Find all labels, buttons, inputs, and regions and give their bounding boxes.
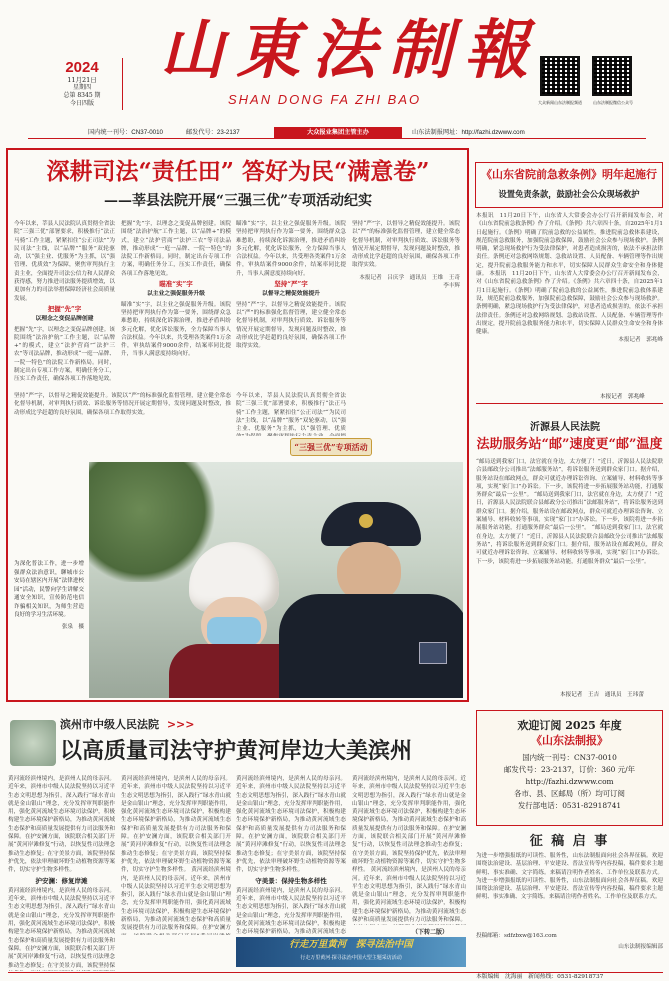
bottom-headline: 以高质量司法守护黄河岸边大美滨州 [60,738,413,764]
banner-sub: 行走万里黄河·探寻法治中国大型主题采访活动 [300,955,402,961]
lead-column-1 [14,220,115,390]
right-mid-reporter: 本报记者 王吉 通讯员 王玮蕾 [560,692,644,698]
bottom-kicker [60,718,195,732]
lead-subhead: 瞄准“实”字 [159,280,193,289]
call-for-papers [476,832,663,972]
lead-column-3 [236,220,346,390]
lead-subhead: 以理念之变促品牌创建 [35,316,94,323]
bottom-photo-placeholder [10,720,56,766]
bottom-column-4 [352,775,466,925]
notice-title: 征 稿 启 事 [529,834,610,849]
photo-caption-text: 为深化普法工作，进一步增强群众法治意识，聊城市公安局在辖区内开展“法律进校园”活动，民警向学生讲解交通安全知识，宣传防范电信诈骗相关知识，为师生营造良好的学习生活环境。 [14,561,84,618]
bottom-paragraph: 黄河流经滨州境内，是滨州人民的母亲河。近年来，滨州市中级人民法院坚持以习近平生态文明思想为指引，深入践行“绿水青山就是金山银山”理念，充分发挥审判职能作用，强化黄河流域生态环境司法保护，积极构建生态环境保护新格局，为推动黄河流域生态保护和高质量发展提供有力司法服务和保障。在护安澜方面，该院联合相关部门开展“黄河岸滩修复”行动，以恢复性司法理念推动生态修复；在守美景方面，该院坚持保护优先，依法审理破坏野生动植物资源等案件，切实守护生物多样性。 [8,776,115,874]
photo-credit: 张泉 摄 [61,623,84,630]
lead-paragraph: 把握“先”字，以理念之变促品牌创建。该院围绕“法治护航”工作主题，以“品牌+”的模式，建立“法护营商”“法护三农”等司法品牌，推动形成“一庭一品牌、一院一特色”的法院工作新格局。同时，制定出台专项工作方案，明确任务分工，压实工作责任，确保各项工作落地见效。 [121,221,231,277]
masthead [0,0,669,124]
postal-code: 邮发代号：23-2137 [186,129,240,136]
qr-caption-wechat: 山东法制报微信公众号 [593,100,633,105]
lead-column-4 [352,220,460,436]
ad-line-1: 欢迎订阅 2025 年度 [517,719,622,732]
right-mid-paragraph: “邮局送到我家门口，法官就在身边，太方便了！”近日，沂源县人民法院联合县邮政分公司推出“法邮服务站”，将诉讼服务送到群众家门口。据介绍，服务站设在邮政网点，群众可就近办理诉讼咨询、立案辅导、材料收转等事项，实现“家门口”办诉讼。下一步，该院将进一步拓展服务站功能，打通服务群众“最后一公里”。 [476,525,663,565]
issue-total: 总第 8345 期 [63,92,101,99]
lead-paragraph: 瞄准“实”字，以主业之强促服务升级。该院坚持把审判执行作为第一要务，围绕群众急难愁盼，持续深化诉源治理，推进矛盾纠纷多元化解，优化诉讼服务，全力保障当事人合法权益。今年以来，共受理各类案件1万余件，审执结案件9000余件，结案率同比提升，当事人满意度持续向好。 [121,301,231,358]
notice-sign: 山东法制报编辑部 [618,944,663,951]
qr-caption-news: 大众新闻山东法制报频道 [538,100,582,105]
right-top-subheadline: 设置免责条款，鼓励社会公众现场救护 [498,189,640,199]
footer-editor: 本版编辑 沈海丽 新闻热线：0531-82918737 [476,974,604,980]
group-banner: 大众报业集团主管主办 [274,127,402,138]
bottom-paragraph: 黄河流经滨州境内，是滨州人民的母亲河。近年来，滨州市中级人民法院坚持以习近平生态文明思想为指引，深入践行“绿水青山就是金山银山”理念，充分发挥审判职能作用，强化黄河流域生态环境司法保护，积极构建生态环境保护新格局，为推动黄河流域生态保护和高质量发展提供有力司法服务和保障。在护安澜方 [121,867,231,932]
website-url: 山东法制报网址：http://fazhi.dzwww.com [412,129,525,136]
unified-number: 国内统一刊号：CN37-0010 [88,129,163,136]
page-count: 今日四版 [69,100,94,107]
bottom-paragraph: 黄河流经滨州境内，是滨州人民的母亲河。近年来，滨州市中级人民法院坚持以习近平生态文明思想为指引，深入践行“绿水青山就是金山银山”理念，充分发挥审判职能作用，强化黄河流域生态环境司法保护，积极构建生态环境保护新格局，为推动黄河流域生态保护和高质量发展提供有力司法服务和保障。在护安澜方面，该院联合相关部门开展“黄河岸滩修复”行动，以恢复性司法理念推动生态修复；在守美景方面，该院坚持保护优先，依法审理破坏野生动植物资源等案件，切实守护生物多样性。 [352,776,466,874]
newspaper-title: 山東法制報 [160,13,540,88]
right-top-paragraph: 本报讯 11月20日下午，山东省人大常委会办公厅召开新闻发布会，对《山东省院前急救条例》作了介绍。《条例》共六章四十条，自2025年1月1日起施行。《条例》明确了院前急救的公益属性，推进院前急救体系建设，规范院前急救服务，加强院前急救保障，鼓励社会公众参与现场救护。条例明确，紧急现场救护行为受法律保护，对患者造成损害的，依法不承担法律责任。条例还对急救网络规划、急救站设置、人员配备、车辆管理等作出规定，提升院前急救服务能力和水平，切实保障人民群众生命安全和身体健康。 [476,271,663,336]
bottom-column-2 [121,775,231,935]
bottom-column-1 [8,775,115,971]
right-mid-headline: 沂源县人民法院 [530,422,600,433]
lead-subhead: 以督导之精促效能提升 [262,291,320,298]
right-mid-paragraph: “邮局送到我家门口，法官就在身边，太方便了！”近日，沂源县人民法院联合县邮政分公司推出“法邮服务站”，将诉讼服务送到群众家门口。据介绍，服务站设在邮政网点，群众可就近办理诉讼咨询、立案辅导、材料收转等事项，实现“家门口”办诉讼。下一步，该院将进一步拓展服务站功能，打通服务群众“最后一公里”。 [476,459,663,499]
bottom-kicker-text: 滨州市中级人民法院 [60,718,159,731]
lead-subhead: 以主业之强促服务升级 [147,291,205,298]
issue-info [42,60,122,108]
right-top-body [476,212,663,390]
yellow-river-banner [236,937,466,967]
special-campaign-banner [290,438,372,456]
bottom-paragraph: 黄河流经滨州境内，是滨州人民的母亲河。近年来，滨州市中级人民法院坚持以习近平生态文明思想为指引，深入践行“绿水青山就是金山银山”理念，充分发挥审判职能作用，强化黄河流域生态环境司法保护，积极构建生态环境保护新格局，为推动黄河流域生态保护和高质量发展提供有力司法服务和保障。 [352,867,466,924]
lead-column-2 [121,220,231,390]
bottom-column-3 [236,775,346,935]
lead-column-1-lower [14,392,231,436]
right-top-reporter: 本报记者 郭兆峰 [618,337,663,344]
date: 11月21日 [67,76,97,84]
lead-paragraph: 坚持“严”字，以督导之精促效能提升。该院以“严”的标准强化监督管理，建立健全常态化督导机制，对审判执行质效、诉讼服务等情况开展定期督导，发现问题及时整改，推动形成比学赶超的良好氛围，确保各项工作取得实效。 [352,221,460,269]
lead-column-3-lower [236,392,346,436]
bottom-subhead: 守美景：保持生物多样性 [255,876,327,885]
bottom-continued: （下转二版） [412,929,449,936]
subscription-ad [476,710,663,826]
lead-paragraph: 坚持“严”字，以督导之精促效能提升。该院以“严”的标准强化监督管理，建立健全常态化督导机制，对审判执行质效、诉讼服务等情况开展定期督导，发现问题及时整改，推动形成比学赶超的良好氛围，确保各项工作取得实效。 [236,301,346,350]
lead-photo [89,462,463,698]
ad-post: 邮发代号：23-2137，订价：360 元/年 [504,765,635,774]
chevrons-icon: >>> [166,718,195,731]
ad-phone: 发行部电话：0531-82918741 [517,801,622,810]
vertical-divider [122,58,123,110]
notice-paragraph: 为进一步增强报纸的可读性、服务性，山东法制报面向社会各界征稿。欢迎围绕法治建设、基层治理、平安建设、普法宣传等内容投稿，稿件要求主题鲜明、事实准确、文字简练。来稿请注明作者姓名、工作单位及联系方式。 [476,853,663,876]
lead-paragraph: 把握“先”字，以理念之变促品牌创建。该院围绕“法治护航”工作主题，以“品牌+”的模式，建立“法护营商”“法护三农”等司法品牌，推动形成“一庭一品牌、一院一特色”的法院工作新格局。同时，制定出台专项工作方案，明确任务分工，压实工作责任，确保各项工作落地见效。 [14,326,115,383]
banner-text: “三强三优”专项活动 [294,442,368,452]
ad-line-2: 《山东法制报》 [531,734,608,747]
lead-subhead: 坚持“严”字 [274,280,308,289]
right-top-paragraph: 本报讯 11月20日下午，山东省人大常委会办公厅召开新闻发布会，对《山东省院前急救条例》作了介绍。《条例》共六章四十条，自2025年1月1日起施行。《条例》明确了院前急救的公益属性，推进院前急救体系建设，规范院前急救服务，加强院前急救保障，鼓励社会公众参与现场救护。条例明确，紧急现场救护行为受法律保护，对患者造成损害的，依法不承担法律责任。条例还对急救网络规划、急救站设置、人员配备、车辆管理等作出规定，提升院前急救服务能力和水平，切实保障人民群众生命安全和身体健康。 [476,213,663,278]
lead-subheadline: ——莘县法院开展“三强三优”专项活动纪实 [103,193,373,209]
bottom-paragraph: 黄河流经滨州境内，是滨州人民的母亲河。近年来，滨州市中级人民法院坚持以习近平生态文明思想为指引，深入践行“绿水青山就是金山银山”理念，充分发挥审判职能作用，强化黄河流域生态环境司法保护，积极构建生态环境保护新格局，为推动黄河流域生态保护和高质量发展提供有力司法服务和保障。在护安澜方面，该院联合相关部门开展“黄河岸滩修复”行动，以恢复性司法理念推动生态修复；在守美景方面，该院坚持保 [8,887,115,969]
right-mid-paragraph: “邮局送到我家门口，法官就在身边，太方便了！”近日，沂源县人民法院联合县邮政分公司推出“法邮服务站”，将诉讼服务送到群众家门口。据介绍，服务站设在邮政网点，群众可就近办理诉讼咨询、立案辅导、材料收转等事项，实现“家门口”办诉讼。下一步，该院将进一步拓展服务站功能，打通服务群众“最后一公里”。 [476,492,663,532]
notice-body [476,852,663,932]
weekday: 星期四 [72,84,91,91]
right-top-headline: 《山东省院前急救条例》明年起施行 [481,168,657,181]
ad-cn: 国内统一刊号：CN37-0010 [522,753,617,762]
photo-officer-cap-badge [359,514,373,528]
ad-branches: 各市、县、区邮局（所）均可订阅 [514,789,625,798]
lead-reporters: 本报记者 吕庆学 通讯员 王维 王奇 李丰辉 [359,274,460,290]
lead-subhead: 把握“先”字 [47,304,82,313]
year: 2024 [65,59,99,76]
title-pinyin: SHAN DONG FA ZHI BAO [228,92,422,107]
qr-code-wechat [592,56,632,96]
ad-web: http://fazhi.dzwww.com [525,777,614,786]
right-divider [476,403,663,404]
photo-caption [14,560,84,680]
photo-officer-face [337,542,401,602]
lead-headline: 深耕司法“责任田” 答好为民“满意卷” [46,158,430,185]
info-bar [28,127,646,139]
lead-paragraph: 坚持“严”字，以督导之精促效能提升。该院以“严”的标准强化监督管理，建立健全常态化督导机制，对审判执行质效、诉讼服务等情况开展定期督导，发现问题及时整改，推动形成比学赶超的良好氛围，确保各项工作取得实效。 [14,393,231,416]
lead-paragraph: 瞄准“实”字，以主业之强促服务升级。该院坚持把审判执行作为第一要务，围绕群众急难愁盼，持续深化诉源治理，推进矛盾纠纷多元化解，优化诉讼服务，全力保障当事人合法权益。今年以来，共受理各类案件1万余件，审执结案件9000余件，结案率同比提升，当事人满意度持续向好。 [236,221,346,277]
notice-paragraph: 为进一步增强报纸的可读性、服务性，山东法制报面向社会各界征稿。欢迎围绕法治建设、基层治理、平安建设、普法宣传等内容投稿，稿件要求主题鲜明、事实准确、文字简练。来稿请注明作者姓名、工作单位及联系方式。 [476,877,663,901]
notice-email: 投稿邮箱：sdfzbxw@163.com [476,933,557,939]
lead-paragraph: 今年以来，莘县人民法院认真贯彻全省法院“三强三优”部署要求，积极推行“法正马骑”工作主题，紧紧扣住“公正司法”“为民司法”主线，以“品牌”“服务”双轮驱动，以“强主业、优服务”为主抓，以“强管理、优质效”为保障，聚焦审判执行主责主业，全面提升司法公信力和人民群众获得感，努力推进司法服务提质增效，以更加有力的司法举措保障经济社会高质量发展。 [14,221,115,302]
right-mid-headline-2: 法助服务站“邮”速度更“邮”温度 [476,437,663,452]
bottom-subhead: 护安澜：修复岸滩 [35,876,88,885]
qr-code-news [540,56,580,96]
lead-paragraph: 今年以来，莘县人民法院认真贯彻全省法院“三强三优”部署要求，积极推行“法正马骑”工作主题，紧紧扣住“公正司法”“为民司法”主线，以“品牌”“服务”双轮驱动，以“强主业、优服务”为主抓，以“强管理、优质 [236,393,346,433]
bottom-paragraph: 黄河流经滨州境内，是滨州人民的母亲河。近年来，滨州市中级人民法院坚持以习近平生态文明思想为指引，深入践行“绿水青山就是金山银山”理念，充分发挥审判职能作用，强化黄河流域生态环境司法保护，积极构建生态环境保护新格局，为推动黄河流域生态保护和高质量发展提供有力司法服务和保障。在护安澜方面，该院联合相关部门开展“黄河岸滩修复”行动，以恢复性司法理念推动生态修复；在守美景方面，该院坚持保护优先，依法审理破坏野生动植物资源等案件，切实守护生物多样性。 [236,776,346,874]
photo-child-mask [207,617,261,645]
banner-main: 行走万里黄河 探寻法治中国 [289,939,413,950]
photo-officer-patch [419,642,447,664]
bottom-paragraph: 黄河流经滨州境内，是滨州人民的母亲河。近年来，滨州市中级人民法院坚持以习近平生态文明思想为指引，深入践行“绿水青山就是金山银山”理念，充分发挥审判职能作用，强化黄河流域生态环境司法保护，积极构建生态环境保护新格局，为推动黄河流域生态 [236,887,346,935]
bottom-paragraph: 黄河流经滨州境内，是滨州人民的母亲河。近年来，滨州市中级人民法院坚持以习近平生态文明思想为指引，深入践行“绿水青山就是金山银山”理念，充分发挥审判职能作用，强化黄河流域生态环境司法保护，积极构建生态环境保护新格局，为推动黄河流域生态保护和高质量发展提供有力司法服务和保障。在护安澜方面，该院联合相关部门开展“黄河岸滩修复”行动，以恢复性司法理念推动生态修复；在守美景方面，该院坚持保护优先，依法审理破坏野生动植物资源等案件，切实守护生物多样性。 [121,776,231,874]
right-mid-body [476,458,663,696]
right-top-reporter-line: 本报记者 郭兆峰 [600,394,645,400]
